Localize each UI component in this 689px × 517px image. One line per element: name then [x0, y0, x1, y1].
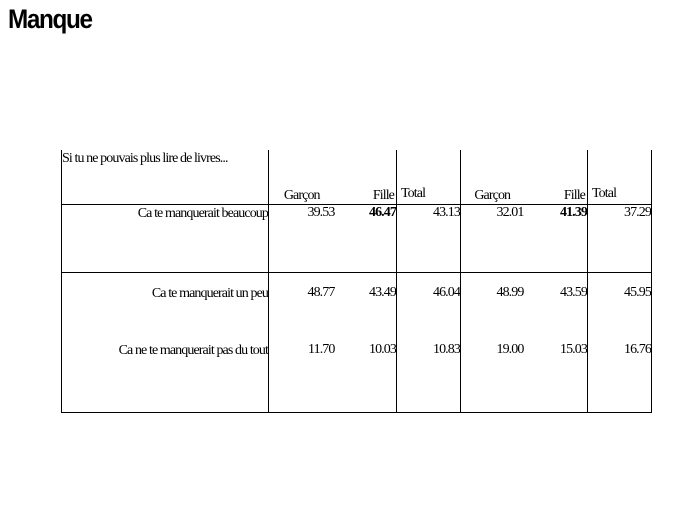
col-header-total-1: Total [397, 150, 461, 204]
table-row [62, 340, 652, 412]
table-row [62, 272, 652, 340]
table-cell: 15.03 [524, 340, 588, 412]
table-cell: 10.03 [335, 340, 397, 412]
table-cell: 19.00 [461, 340, 524, 412]
table-cell: 43.13 [397, 204, 461, 272]
table-header-row [62, 150, 652, 204]
table-cell: 37.29 [588, 204, 652, 272]
table-row [62, 204, 652, 272]
col-header-garcon-1: Garçon [269, 150, 335, 204]
table-cell: 45.95 [588, 272, 652, 340]
table-cell: 41.39 [524, 204, 588, 272]
table-cell: 32.01 [461, 204, 524, 272]
table-cell: 46.47 [335, 204, 397, 272]
page-title: Manque [8, 4, 92, 34]
row-label: Ca ne te manquerait pas du tout [62, 340, 269, 412]
table-cell: 48.99 [461, 272, 524, 340]
table-cell: 10.83 [397, 340, 461, 412]
table-cell: 16.76 [588, 340, 652, 412]
col-header-garcon-2: Garçon [461, 150, 524, 204]
question-cell: Si tu ne pouvais plus lire de livres... [62, 150, 269, 204]
row-label: Ca te manquerait beaucoup [62, 204, 269, 272]
table-cell: 39.53 [269, 204, 335, 272]
table-cell: 48.77 [269, 272, 335, 340]
survey-table [61, 150, 652, 413]
col-header-total-2: Total [588, 150, 652, 204]
row-label: Ca te manquerait un peu [62, 272, 269, 340]
col-header-fille-1: Fille [335, 150, 397, 204]
table-cell: 43.59 [559, 284, 587, 300]
table-cell: 43.49 [368, 284, 396, 300]
col-header-fille-2: Fille [524, 150, 588, 204]
table-cell: 11.70 [269, 340, 335, 412]
table-cell: 46.04 [397, 272, 461, 340]
